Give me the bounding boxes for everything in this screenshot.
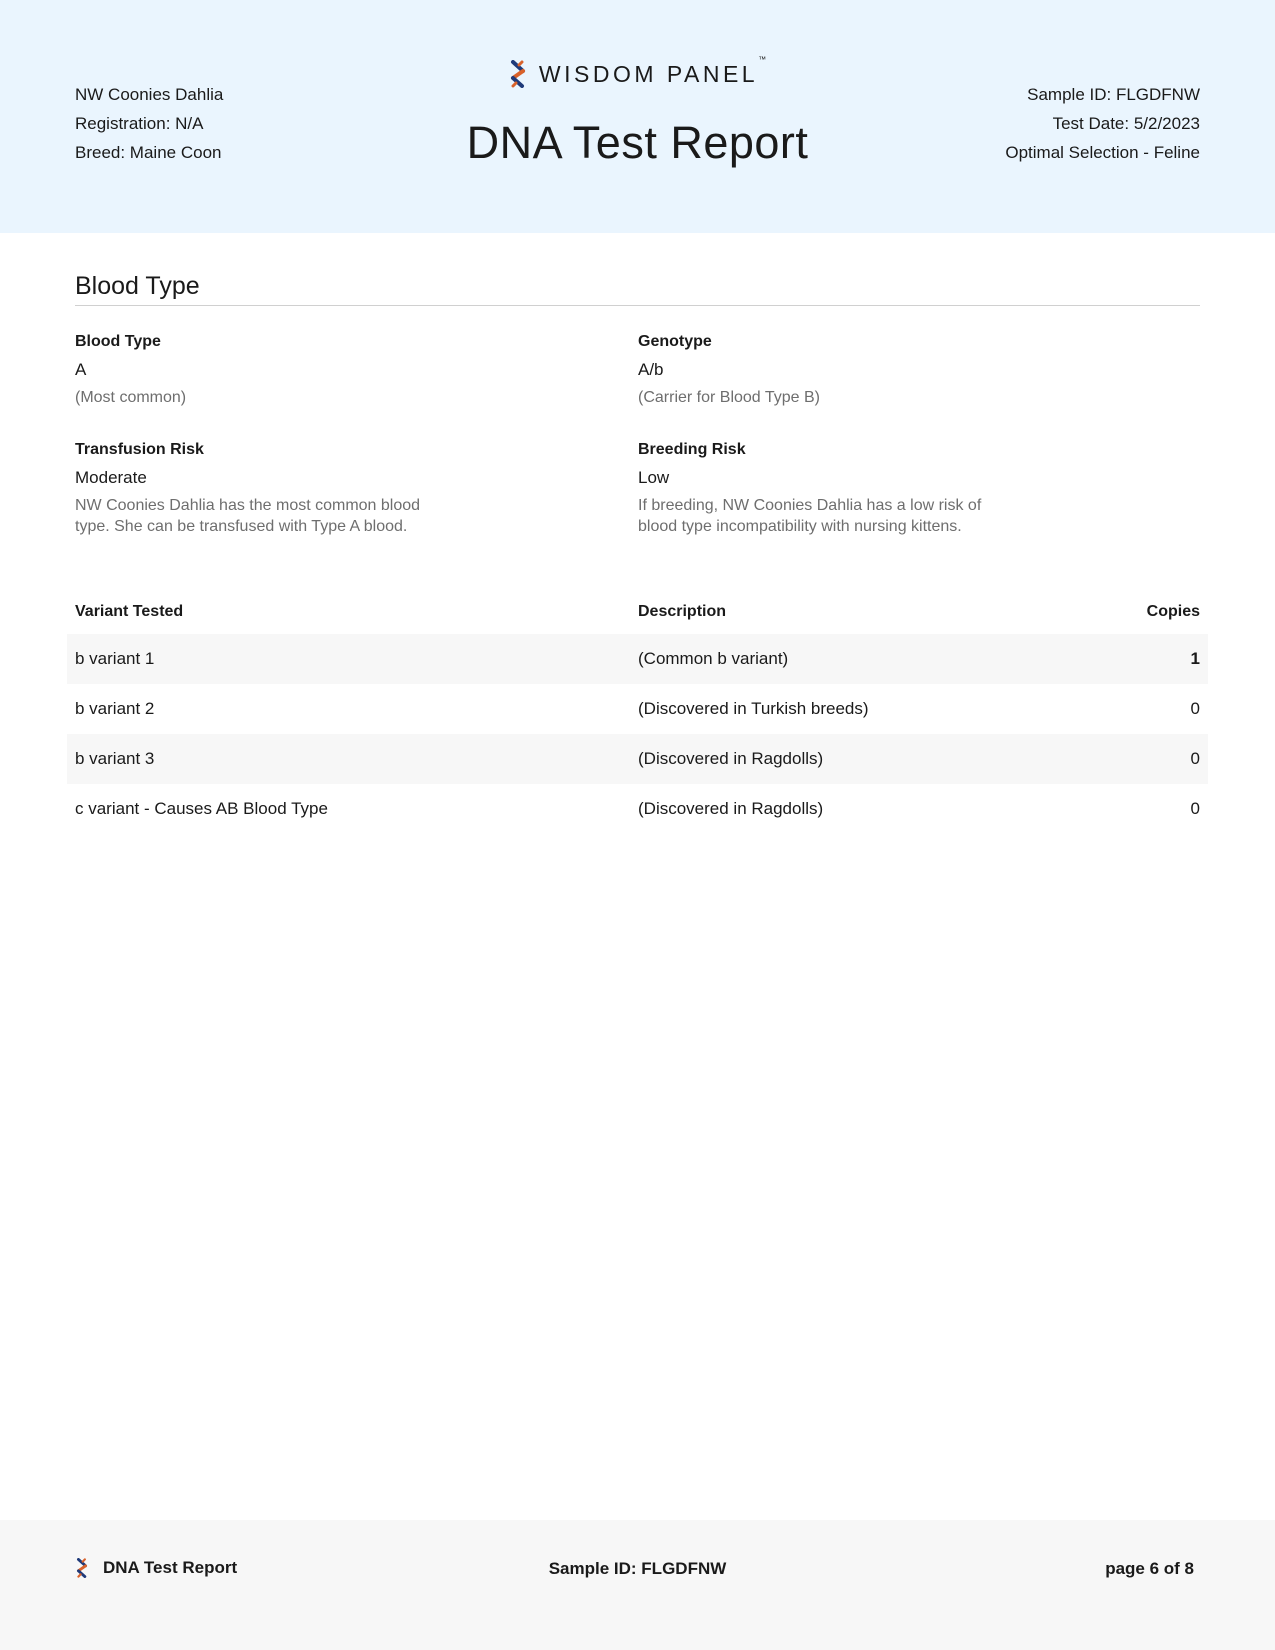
table-row [67, 784, 1208, 834]
description-cell: (Discovered in Turkish breeds) [638, 699, 869, 718]
section-title: Blood Type [75, 272, 1200, 306]
copies-cell: 0 [1081, 734, 1208, 784]
report-footer [0, 1520, 1275, 1650]
table-row [67, 684, 1208, 734]
table-row [67, 734, 1208, 784]
copies-cell: 0 [1190, 799, 1200, 818]
brand-logo [509, 54, 767, 88]
trademark: ™ [758, 54, 767, 64]
description-header: Description [638, 603, 727, 620]
report-header [0, 0, 1275, 233]
brand-name: WISDOM PANEL™ [538, 54, 767, 87]
test-date: Test Date: 5/2/2023 [1052, 114, 1200, 133]
variant-cell: b variant 3 [67, 734, 630, 784]
transfusion-risk-block [75, 440, 445, 537]
copies-cell: 0 [1190, 699, 1200, 718]
genotype-block [638, 332, 1008, 408]
page-number: page 6 of 8 [1105, 1559, 1194, 1578]
copies-cell: 1 [1081, 634, 1208, 684]
variant-cell: b variant 2 [75, 699, 155, 718]
pet-name: NW Coonies Dahlia [75, 85, 224, 104]
breed: Breed: Maine Coon [75, 143, 222, 162]
table-row [67, 634, 1208, 684]
variant-cell: c variant - Causes AB Blood Type [75, 799, 328, 818]
table-header-row [67, 590, 1208, 634]
blood-type-label: Blood Type [75, 333, 161, 350]
footer-title: DNA Test Report [103, 1558, 238, 1577]
footer-sample-id: Sample ID: FLGDFNW [548, 1559, 727, 1578]
variant-table [67, 590, 1208, 834]
variant-header: Variant Tested [75, 603, 184, 620]
sample-id: Sample ID: FLGDFNW [1027, 85, 1200, 104]
breeding-risk-value: Low [638, 468, 670, 487]
product-name: Optimal Selection - Feline [1005, 143, 1200, 162]
blood-type-block [75, 332, 445, 408]
genotype-label: Genotype [638, 333, 712, 350]
blood-type-note: (Most common) [75, 389, 187, 406]
page-title: DNA Test Report [466, 117, 809, 168]
genotype-note: (Carrier for Blood Type B) [638, 389, 820, 406]
dna-helix-icon [509, 60, 527, 88]
breeding-risk-block [638, 440, 1008, 537]
registration: Registration: N/A [75, 114, 204, 133]
description-cell: (Common b variant) [630, 634, 1081, 684]
breeding-risk-label: Breeding Risk [638, 441, 746, 458]
copies-header: Copies [1146, 603, 1200, 620]
breeding-risk-note: If breeding, NW Coonies Dahlia has a low risk of blood type incompatibility with nursing kittens. [638, 497, 982, 535]
variant-cell: b variant 1 [67, 634, 630, 684]
transfusion-risk-value: Moderate [75, 468, 147, 487]
genotype-value: A/b [638, 360, 664, 379]
description-cell: (Discovered in Ragdolls) [638, 799, 824, 818]
transfusion-risk-note: NW Coonies Dahlia has the most common blood type. She can be transfused with Type A blood. [75, 497, 421, 535]
description-cell: (Discovered in Ragdolls) [630, 734, 1081, 784]
transfusion-risk-label: Transfusion Risk [75, 441, 204, 458]
blood-type-value: A [75, 360, 87, 379]
sample-info [1005, 80, 1200, 167]
